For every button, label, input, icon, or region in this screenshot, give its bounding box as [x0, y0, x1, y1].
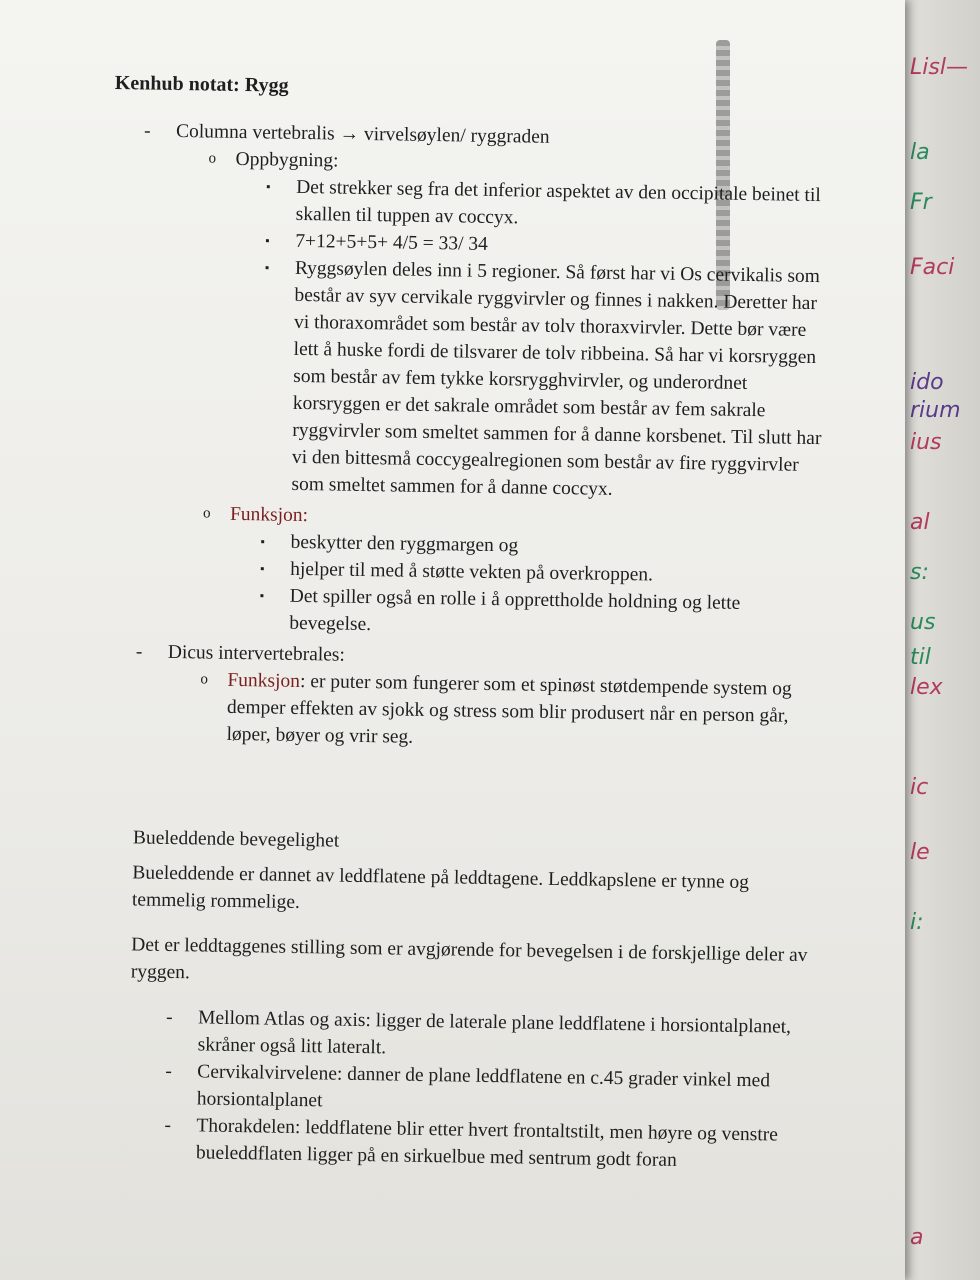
- background-scribble: us: [910, 610, 936, 635]
- square-marker: ▪: [264, 260, 270, 275]
- oppbygning-item: Ryggsøylen deles inn i 5 regioner. Så først har vi Os cervikalis som består av syv cervikale ryggvirvler og finnes i nakken. Deretter har vi thoraxområdet som består av tolv thoraxvirvler. Dette bør være lett å huske fordi de tilsvarer de tolv ribbeina. Så har vi korsryggen som består av fem tykke korsrygghvirvler, og underordnet korsryggen er det sakrale området som består av fem sakrale ryggvirvler som smeltet sammen for å danne korsbenet. Til slutt har vi den bittesmå coccygealregionen som består av fire ryggvirvler som smeltet sammen for å danne coccyx.: [291, 257, 822, 500]
- oppbygning-label: Oppbygning:: [235, 148, 339, 172]
- funksjon-item: Det spiller også en rolle i å opprettholde holdning og lette bevegelse.: [289, 585, 741, 636]
- funksjon-item: beskytter den ryggmargen og: [290, 531, 519, 557]
- background-scribble: lex: [910, 675, 943, 700]
- circle-marker: o: [200, 671, 209, 688]
- oppbygning-item: 7+12+5+5+ 4/5 = 33/ 34: [295, 230, 489, 255]
- funksjon-label: Funksjon:: [229, 503, 309, 527]
- background-scribble: rium: [910, 398, 961, 423]
- list-item: [108, 252, 832, 506]
- background-scribble: til: [910, 645, 931, 670]
- background-scribble: s:: [910, 560, 929, 585]
- dash-marker: -: [165, 1060, 172, 1083]
- background-scribble: a: [910, 1225, 924, 1250]
- square-marker: ▪: [260, 561, 265, 576]
- document-content: [98, 70, 835, 1176]
- square-marker: ▪: [266, 179, 271, 194]
- paragraph: Bueleddende er dannet av leddflatene på leddtagene. Leddkapslene er tynne og temmelig rommelige.: [131, 862, 750, 914]
- list-item: [106, 580, 827, 645]
- funksjon-item: hjelper til med å støtte vekten på overkroppen.: [290, 558, 654, 586]
- dash-marker: -: [165, 1006, 173, 1029]
- square-marker: ▪: [265, 233, 270, 248]
- bueleddende-item: Thorakdelen: leddflatene blir etter hvert frontaltstilt, men høyre og venstre bueleddflaten ligger på en sirkuelbue med sentrum godt foran: [195, 1115, 779, 1171]
- bueleddende-item: Mellom Atlas og axis: ligger de laterale plane leddflatene i horsiontalplanet, skråner også litt lateralt.: [197, 1007, 792, 1059]
- paragraph: Det er leddtaggenes stilling som er avgjørende for bevegelsen i de forskjellige deler av ryggen.: [130, 934, 808, 984]
- dash-marker: -: [164, 1114, 172, 1137]
- background-scribble: le: [910, 840, 930, 865]
- circle-marker: o: [202, 505, 211, 522]
- background-scribble: ic: [910, 775, 929, 800]
- section-heading: Bueleddende bevegelighet: [132, 827, 340, 852]
- background-scribble: la: [910, 140, 930, 165]
- square-marker: ▪: [259, 588, 265, 603]
- list-item: [104, 665, 825, 757]
- background-scribble: i:: [910, 910, 924, 935]
- list-item: [98, 1111, 819, 1176]
- dash-marker: -: [135, 641, 143, 663]
- background-scribble: al: [910, 510, 930, 535]
- page-title: Kenhub notat: Rygg: [114, 71, 289, 97]
- circle-marker: o: [208, 150, 217, 167]
- background-scribble: ido: [910, 370, 944, 395]
- background-scribble: ius: [910, 430, 942, 455]
- dash-marker: -: [143, 120, 151, 142]
- dicus-funksjon-text: : er puter som fungerer som et spinøst støtdempende system og demper effekten av sjokk og stress som blir produsert når en person går, løper, bøyer og vrir seg.: [226, 670, 792, 748]
- columna-heading: Columna vertebralis → virvelsøylen/ ryggraden: [175, 120, 550, 148]
- background-scribble: Lisl—: [910, 55, 968, 80]
- dicus-heading: Dicus intervertebrales:: [167, 641, 346, 666]
- oppbygning-item: Det strekker seg fra det inferior aspektet av den occipitale beinet til skallen til tuppen av coccyx.: [295, 176, 821, 229]
- bueleddende-item: Cervikalvirvelene: danner de plane leddflatene en c.45 grader vinkel med horsiontalplanet: [196, 1061, 771, 1112]
- background-scribble: Fr: [910, 190, 932, 215]
- dicus-funksjon-label: Funksjon: [227, 669, 301, 692]
- background-scribble: Faci: [910, 255, 955, 280]
- square-marker: ▪: [260, 534, 265, 549]
